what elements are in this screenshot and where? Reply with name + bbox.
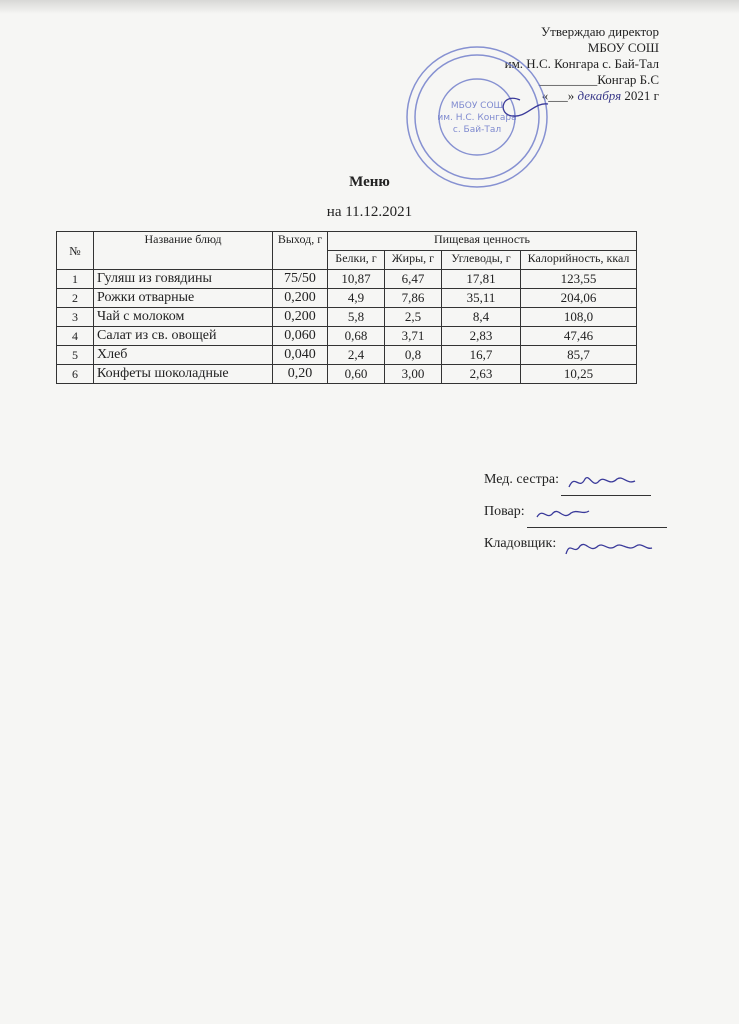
cell-fat: 6,47 — [385, 270, 442, 289]
header-yield: Выход, г — [273, 232, 328, 270]
table-row — [57, 346, 637, 365]
cook-signature-row — [484, 496, 684, 528]
cell-yield: 0,200 — [273, 308, 328, 327]
table-row — [57, 270, 637, 289]
approval-line-1: Утверждаю директор — [540, 24, 659, 39]
cell-number: 5 — [57, 346, 94, 365]
header-calories: Калорийность, ккал — [521, 251, 637, 270]
cell-protein: 2,4 — [328, 346, 385, 365]
scan-edge — [0, 0, 739, 14]
cell-calories: 123,55 — [521, 270, 637, 289]
stamp-text-3: с. Бай-Тал — [452, 125, 502, 135]
header-number: № — [57, 232, 94, 270]
document-date: на 11.12.2021 — [326, 204, 413, 220]
nurse-label: Мед. сестра: — [484, 472, 559, 487]
cell-fat: 2,5 — [385, 308, 442, 327]
cell-protein: 4,9 — [328, 289, 385, 308]
cell-yield: 0,20 — [273, 365, 328, 384]
cook-label: Повар: — [484, 504, 525, 519]
table-row — [57, 327, 637, 346]
cell-dish-name: Салат из св. овощей — [94, 327, 273, 346]
cell-number: 6 — [57, 365, 94, 384]
storekeeper-signature — [558, 540, 648, 560]
cell-protein: 0,68 — [328, 327, 385, 346]
header-protein: Белки, г — [328, 251, 385, 270]
header-nutrition: Пищевая ценность — [328, 232, 637, 251]
cell-yield: 75/50 — [273, 270, 328, 289]
cell-carbs: 2,83 — [442, 327, 521, 346]
cell-dish-name: Хлеб — [94, 346, 273, 365]
storekeeper-signature-scribble — [564, 536, 654, 560]
table-row — [57, 365, 637, 384]
menu-table — [56, 231, 637, 384]
cook-signature-scribble — [533, 503, 593, 525]
cell-fat: 0,8 — [385, 346, 442, 365]
cell-protein: 5,8 — [328, 308, 385, 327]
cell-carbs: 35,11 — [442, 289, 521, 308]
cell-calories: 10,25 — [521, 365, 637, 384]
cell-fat: 7,86 — [385, 289, 442, 308]
approval-date-prefix: «___» — [541, 88, 575, 103]
cell-yield: 0,200 — [273, 289, 328, 308]
cell-fat: 3,00 — [385, 365, 442, 384]
cell-yield: 0,040 — [273, 346, 328, 365]
cell-carbs: 2,63 — [442, 365, 521, 384]
nurse-signature — [561, 475, 651, 496]
cell-calories: 204,06 — [521, 289, 637, 308]
header-dish-name: Название блюд — [94, 232, 273, 270]
table-row — [57, 289, 637, 308]
approval-line-4: _________Конгар Б.С — [538, 72, 659, 87]
school-stamp — [402, 42, 552, 192]
storekeeper-label: Кладовщик: — [484, 536, 557, 551]
approval-date-month: декабря — [577, 88, 622, 103]
cell-fat: 3,71 — [385, 327, 442, 346]
table-row — [57, 308, 637, 327]
approval-line-2: МБОУ СОШ — [587, 40, 659, 55]
cell-calories: 108,0 — [521, 308, 637, 327]
cell-dish-name: Чай с молоком — [94, 308, 273, 327]
cell-number: 1 — [57, 270, 94, 289]
cell-protein: 0,60 — [328, 365, 385, 384]
stamp-text-1: МБОУ СОШ — [450, 101, 504, 111]
cook-signature — [527, 507, 667, 528]
cell-number: 2 — [57, 289, 94, 308]
nurse-signature-row — [484, 464, 684, 496]
cell-carbs: 8,4 — [442, 308, 521, 327]
storekeeper-signature-row — [484, 528, 684, 560]
nurse-signature-scribble — [567, 471, 637, 493]
cell-carbs: 16,7 — [442, 346, 521, 365]
header-fat: Жиры, г — [385, 251, 442, 270]
cell-carbs: 17,81 — [442, 270, 521, 289]
stamp-text-2: им. Н.С. Конгара — [437, 113, 517, 123]
cell-protein: 10,87 — [328, 270, 385, 289]
cell-dish-name: Гуляш из говядины — [94, 270, 273, 289]
cell-calories: 47,46 — [521, 327, 637, 346]
cell-dish-name: Конфеты шоколадные — [94, 365, 273, 384]
document-title: Меню — [349, 174, 390, 190]
cell-number: 4 — [57, 327, 94, 346]
approval-line-3: им. Н.С. Конгара с. Бай-Тал — [504, 56, 659, 71]
approval-date-year: 2021 г — [624, 88, 659, 103]
header-carbs: Углеводы, г — [442, 251, 521, 270]
cell-calories: 85,7 — [521, 346, 637, 365]
cell-yield: 0,060 — [273, 327, 328, 346]
cell-dish-name: Рожки отварные — [94, 289, 273, 308]
cell-number: 3 — [57, 308, 94, 327]
signature-block — [484, 464, 684, 560]
